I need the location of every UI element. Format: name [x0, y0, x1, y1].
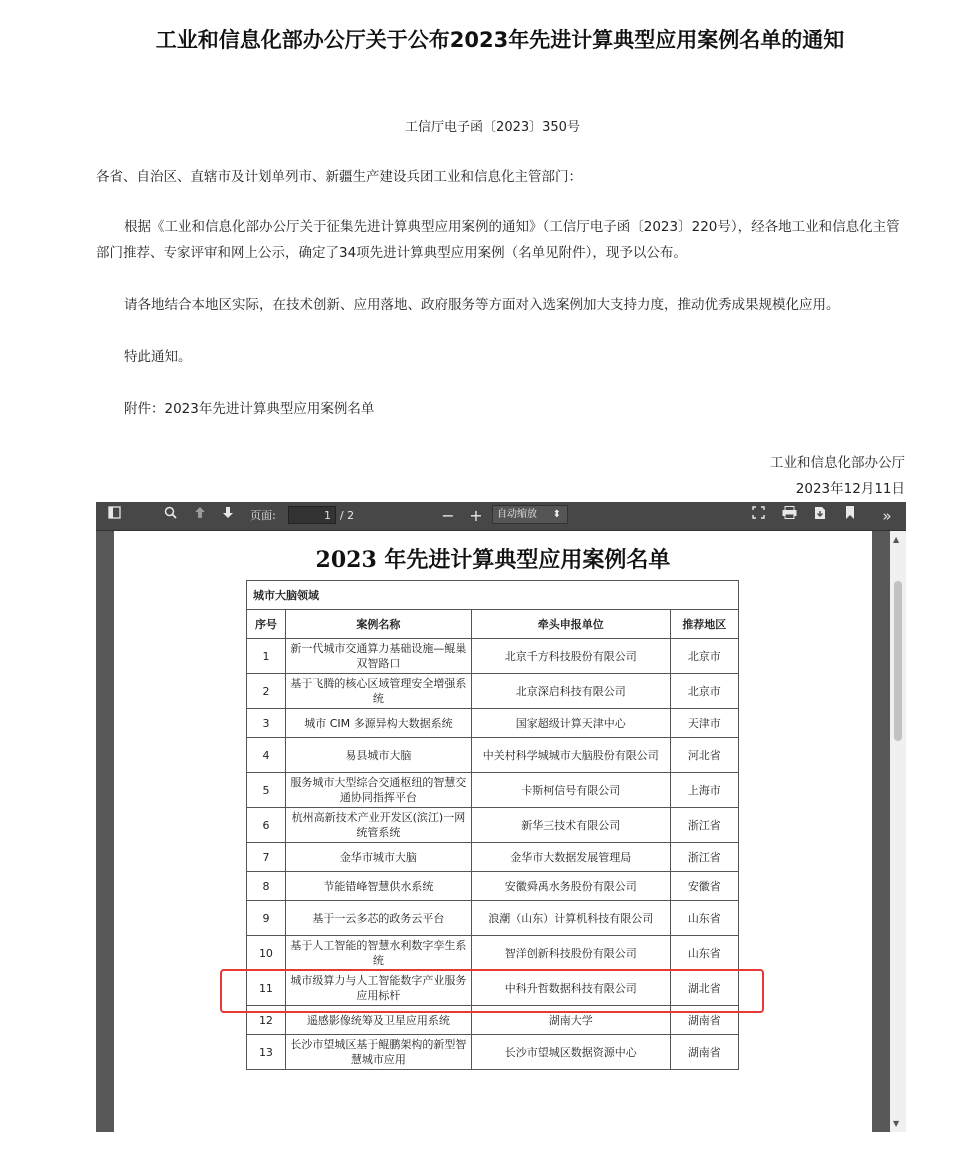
applicant-org: 金华市大数据发展管理局: [471, 843, 670, 872]
pdf-title: 2023 年先进计算典型应用案例名单: [315, 547, 671, 573]
zoom-in-button[interactable]: +: [469, 506, 483, 525]
applicant-org: 长沙市望城区数据资源中心: [471, 1035, 670, 1070]
row-10-highlight-box: [220, 969, 764, 1013]
previous-page-icon[interactable]: [192, 506, 208, 526]
row-number: 8: [247, 872, 286, 901]
page-total: / 2: [339, 509, 355, 522]
presentation-mode-icon[interactable]: [750, 506, 766, 526]
bookmark-icon[interactable]: [842, 506, 858, 526]
applicant-org: 北京千方科技股份有限公司: [471, 639, 670, 674]
applicant-org: 中关村科学城城市大脑股份有限公司: [471, 738, 670, 773]
zoom-value: 自动缩放: [497, 509, 537, 520]
table-row: [247, 709, 739, 738]
vertical-scrollbar[interactable]: [890, 531, 906, 1132]
row-number: 10: [247, 936, 286, 971]
applicant-org: 新华三技术有限公司: [471, 808, 670, 843]
row-number: 1: [247, 639, 286, 674]
column-header: 序号: [247, 610, 286, 639]
case-name: 基于人工智能的智慧水利数字孪生系统: [285, 936, 471, 971]
region: 上海市: [670, 773, 738, 808]
applicant-org: 智洋创新科技股份有限公司: [471, 936, 670, 971]
scrollbar-thumb[interactable]: [894, 581, 902, 741]
table-row: [247, 936, 739, 971]
region: 河北省: [670, 738, 738, 773]
page-number-input[interactable]: 1: [288, 506, 336, 524]
body-paragraph-2: 请各地结合本地区实际，在技术创新、应用落地、政府服务等方面对入选案例加大支持力度，推动优秀成果规模化应用。: [124, 297, 840, 313]
row-number: 3: [247, 709, 286, 738]
pdf-page: [114, 531, 872, 1132]
table-row: [247, 843, 739, 872]
applicant-org: 卡斯柯信号有限公司: [471, 773, 670, 808]
pdf-scroll-area[interactable]: [96, 531, 890, 1132]
applicant-org: 湖南大学: [471, 1006, 670, 1035]
download-icon[interactable]: [812, 506, 828, 526]
region: 湖南省: [670, 1006, 738, 1035]
case-name: 城市级算力与人工智能数字产业服务应用标杆: [285, 971, 471, 1006]
table-row: [247, 738, 739, 773]
column-header: 推荐地区: [670, 610, 738, 639]
signature-org: 工业和信息化部办公厅: [770, 455, 905, 471]
scroll-down-icon[interactable]: ▼: [893, 1119, 900, 1128]
row-number: 5: [247, 773, 286, 808]
applicant-org: 浪潮（山东）计算机科技有限公司: [471, 901, 670, 936]
search-icon[interactable]: [162, 506, 178, 526]
region: 安徽省: [670, 872, 738, 901]
case-name: 服务城市大型综合交通枢纽的智慧交通协同指挥平台: [285, 773, 471, 808]
pdf-toolbar: [96, 502, 906, 531]
applicant-org: 国家超级计算天津中心: [471, 709, 670, 738]
zoom-select[interactable]: [492, 505, 568, 524]
row-number: 9: [247, 901, 286, 936]
table-row: [247, 901, 739, 936]
attachment-line: 附件：2023年先进计算典型应用案例名单: [124, 401, 375, 417]
table-row: [247, 639, 739, 674]
row-number: 4: [247, 738, 286, 773]
region: 山东省: [670, 901, 738, 936]
region: 浙江省: [670, 843, 738, 872]
row-number: 2: [247, 674, 286, 709]
case-name: 基于一云多芯的政务云平台: [285, 901, 471, 936]
scroll-up-icon[interactable]: ▲: [893, 535, 900, 544]
table-row: [247, 872, 739, 901]
closing-line: 特此通知。: [124, 349, 192, 365]
region: 山东省: [670, 936, 738, 971]
column-header: 案例名称: [285, 610, 471, 639]
applicant-org: 安徽舜禹水务股份有限公司: [471, 872, 670, 901]
applicant-org: 北京深启科技有限公司: [471, 674, 670, 709]
notice-title: 工业和信息化部办公厅关于公布2023年先进计算典型应用案例名单的通知: [155, 28, 845, 52]
chevron-down-icon: ⬍: [552, 509, 561, 520]
section-header: 城市大脑领域: [247, 581, 739, 610]
case-name: 金华市城市大脑: [285, 843, 471, 872]
region: 浙江省: [670, 808, 738, 843]
print-icon[interactable]: [780, 506, 798, 526]
case-name: 节能错峰智慧供水系统: [285, 872, 471, 901]
case-name: 新一代城市交通算力基础设施—鲲巢双智路口: [285, 639, 471, 674]
case-name: 长沙市望城区基于鲲鹏架构的新型智慧城市应用: [285, 1035, 471, 1070]
row-number: 11: [247, 971, 286, 1006]
row-number: 7: [247, 843, 286, 872]
region: 天津市: [670, 709, 738, 738]
tools-menu-icon[interactable]: »: [882, 507, 892, 525]
doc-number: 工信厅电子函〔2023〕350号: [405, 120, 580, 135]
case-name: 基于飞腾的核心区域管理安全增强系统: [285, 674, 471, 709]
case-name: 杭州高新技术产业开发区(滨江)一网统管系统: [285, 808, 471, 843]
row-number: 6: [247, 808, 286, 843]
case-name: 遥感影像统筹及卫星应用系统: [285, 1006, 471, 1035]
column-header: 牵头申报单位: [471, 610, 670, 639]
table-row: [247, 674, 739, 709]
salutation: 各省、自治区、直辖市及计划单列市、新疆生产建设兵团工业和信息化主管部门：: [96, 169, 582, 185]
table-row: [247, 1035, 739, 1070]
region: 湖北省: [670, 971, 738, 1006]
signature-date: 2023年12月11日: [795, 481, 905, 497]
region: 北京市: [670, 674, 738, 709]
applicant-org: 中科升哲数据科技有限公司: [471, 971, 670, 1006]
page-label: 页面:: [250, 509, 276, 522]
case-name: 易县城市大脑: [285, 738, 471, 773]
table-row: [247, 808, 739, 843]
region: 北京市: [670, 639, 738, 674]
row-number: 12: [247, 1006, 286, 1035]
zoom-out-button[interactable]: −: [441, 506, 455, 525]
row-number: 13: [247, 1035, 286, 1070]
next-page-icon[interactable]: [220, 506, 236, 526]
table-row: [247, 773, 739, 808]
sidebar-toggle-icon[interactable]: [106, 506, 122, 526]
region: 湖南省: [670, 1035, 738, 1070]
pdf-viewer: [96, 502, 906, 1132]
body-paragraph-1: 根据《工业和信息化部办公厅关于征集先进计算典型应用案例的通知》（工信厅电子函〔2023〕220号），经各地工业和信息化主管部门推荐、专家评审和网上公示，确定了34项先进计算典型应用案例（名单见附件），现予以公布。: [96, 219, 900, 261]
case-name: 城市 CIM 多源异构大数据系统: [285, 709, 471, 738]
